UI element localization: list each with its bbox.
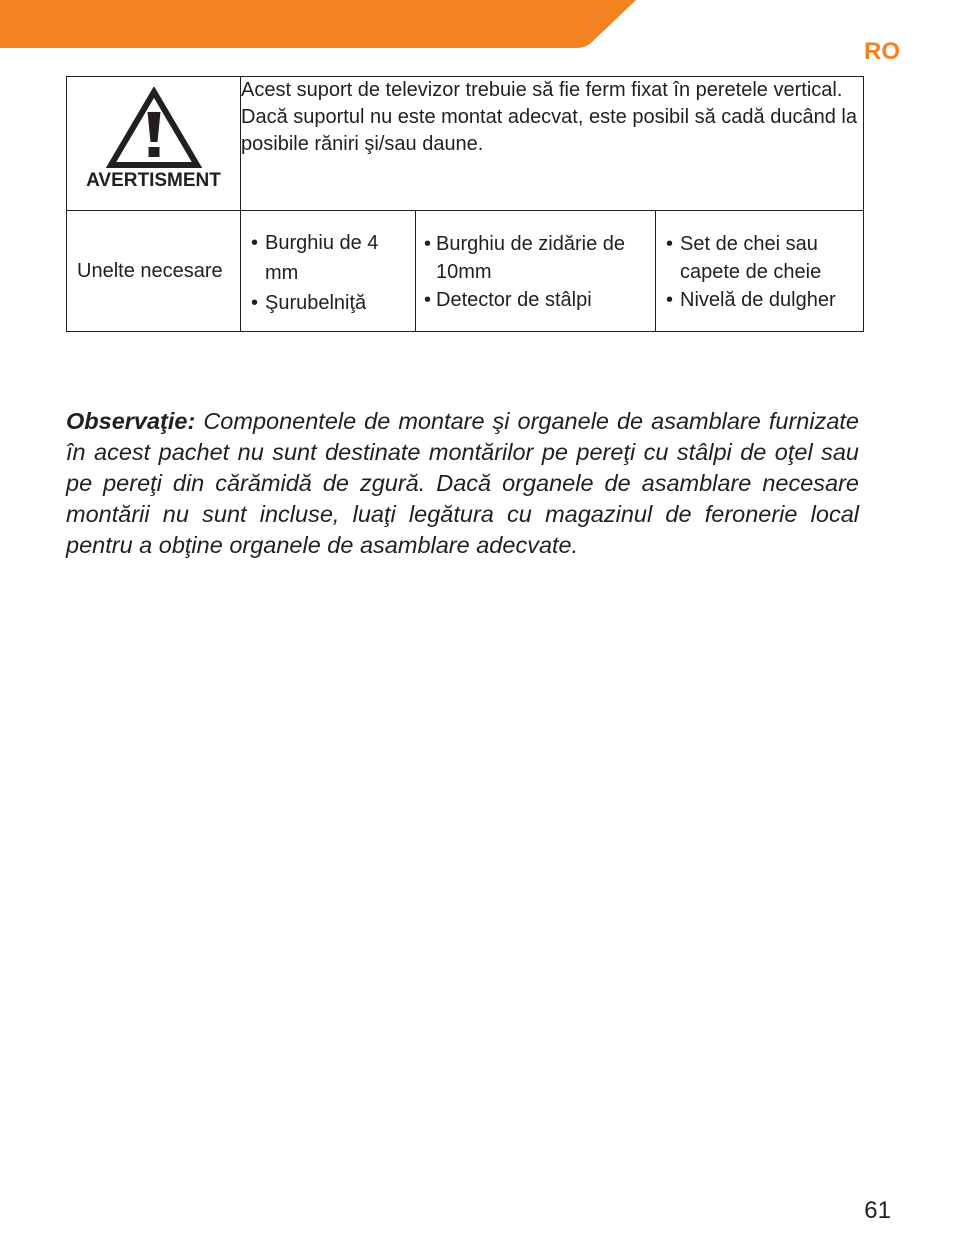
list-item [666, 286, 857, 314]
tool-name: Set de chei sau capete de cheie [680, 233, 822, 283]
warning-triangle-icon [106, 87, 202, 169]
tools-column-1 [241, 211, 416, 332]
tool-name: Detector de stâlpi [436, 289, 592, 311]
tools-label: Unelte necesare [67, 211, 241, 332]
list-item [424, 286, 649, 314]
tools-row [67, 211, 864, 332]
warning-row [67, 77, 864, 211]
list-item [251, 288, 409, 318]
tools-column-3 [656, 211, 864, 332]
page-number: 61 [864, 1197, 891, 1224]
warning-text: Acest suport de televizor trebuie să fie ferm fixat în peretele vertical. Dacă suportul nu este montat adecvat, este posibil să cadă ducând la posibile răniri şi/sau daune. [241, 77, 864, 211]
header-banner [0, 0, 636, 48]
tool-name: Burghiu de zidărie de 10mm [436, 233, 626, 283]
list-item [251, 228, 409, 288]
tools-list [666, 230, 857, 314]
info-table [66, 76, 864, 332]
tool-name: Nivelă de dulgher [680, 289, 836, 311]
tool-name: Burghiu de 4 mm [265, 232, 379, 284]
bullet: • [666, 289, 674, 311]
list-item [666, 230, 857, 286]
bullet: • [424, 289, 432, 311]
bullet: • [251, 232, 259, 254]
note-paragraph [66, 406, 859, 561]
bullet: • [424, 233, 432, 255]
note-label: Observaţie: [66, 407, 196, 434]
tool-name: Şurubelniţă [265, 292, 367, 314]
list-item [424, 230, 649, 286]
note-text: Componentele de montare şi organele de asamblare furnizate în acest pachet nu sunt destinate montărilor pe pereţi cu stâlpi de oţel sau pe pereţi din cărămidă de zgură. Dacă organele de asamblare necesare montării nu sunt incluse, luaţi legătura cu magazinul de feronerie local pentru a obţine organele de asamblare adecvate. [66, 407, 859, 558]
bullet: • [251, 292, 259, 314]
warning-label: AVERTISMENT [86, 170, 221, 191]
warning-icon-cell [67, 77, 241, 211]
tools-list [251, 228, 409, 318]
bullet: • [666, 233, 674, 255]
tools-column-2 [416, 211, 656, 332]
language-tag: RO [864, 38, 900, 65]
tools-list [424, 230, 649, 314]
